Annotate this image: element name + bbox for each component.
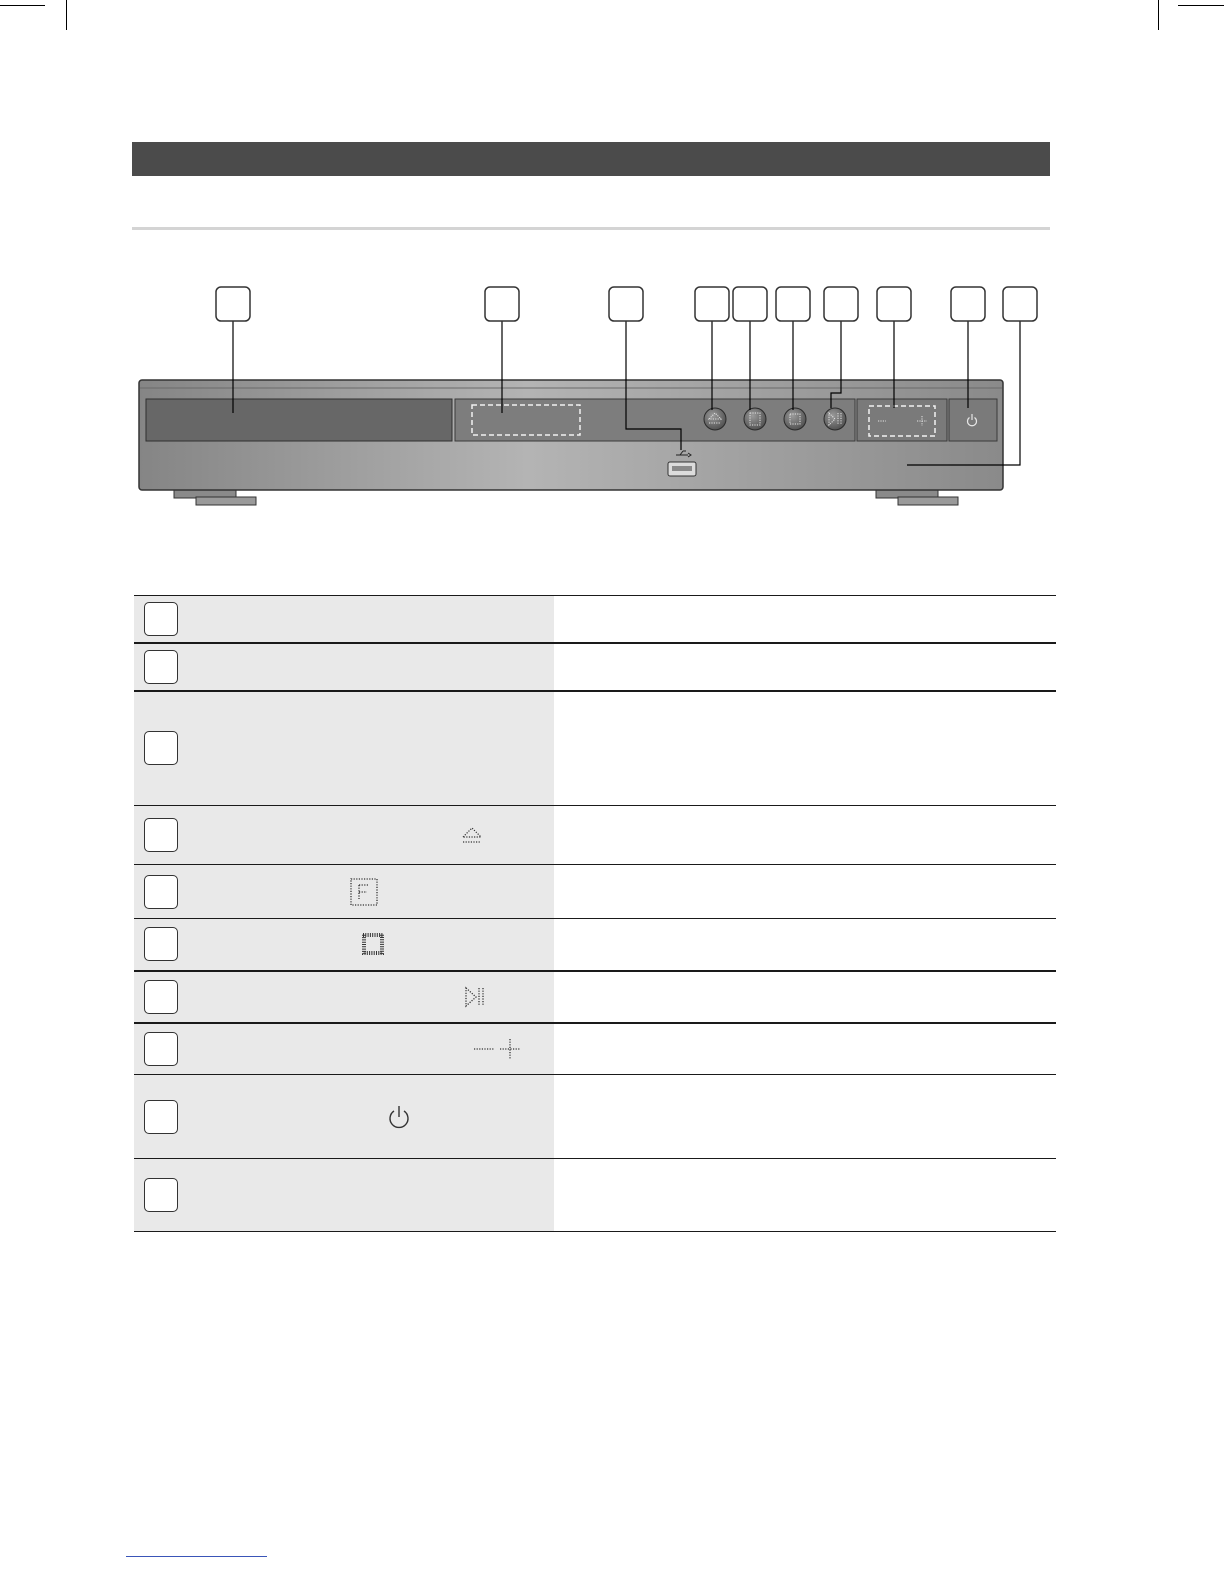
parts-table: [134, 595, 1056, 1232]
row-number-badge: [144, 650, 178, 684]
part-name-cell: [134, 1075, 554, 1159]
row-number-badge: [144, 1178, 178, 1212]
table-row: [134, 1075, 1056, 1159]
part-name-cell: [134, 1023, 554, 1075]
table-row: [134, 691, 1056, 806]
eject-icon: [461, 825, 483, 845]
crop-mark-right-vertical: [1158, 0, 1159, 30]
subsection-divider: [132, 227, 1050, 230]
part-description-cell: [554, 806, 1056, 865]
stop-icon: [362, 933, 384, 955]
part-description-cell: [554, 919, 1056, 971]
callout-badge: [1003, 287, 1037, 321]
row-number-badge: [144, 1100, 178, 1134]
function-button[interactable]: [744, 408, 766, 430]
callout-badge: [695, 287, 729, 321]
row-number-badge: [144, 731, 178, 765]
stop-button[interactable]: [784, 408, 806, 430]
part-name-cell: [134, 596, 554, 643]
part-name-cell: [134, 691, 554, 806]
play-pause-button[interactable]: [824, 408, 846, 430]
callout-badges: [216, 287, 1037, 321]
power-panel: [949, 399, 997, 441]
usb-port[interactable]: [668, 462, 696, 476]
callout-badge: [609, 287, 643, 321]
function-icon: [349, 877, 379, 907]
part-name-cell: [134, 1159, 554, 1232]
volume-icon: [472, 1038, 524, 1060]
table-row: [134, 1159, 1056, 1232]
part-description-cell: [554, 971, 1056, 1023]
section-title: [132, 149, 142, 169]
disc-tray[interactable]: [146, 399, 452, 441]
callout-badge: [824, 287, 858, 321]
callout-badge: [776, 287, 810, 321]
part-name-cell: [134, 806, 554, 865]
row-number-badge: [144, 1032, 178, 1066]
row-number-badge: [144, 818, 178, 852]
callout-badge: [877, 287, 911, 321]
part-description-cell: [554, 596, 1056, 643]
table-row: [134, 865, 1056, 919]
part-description-cell: [554, 1075, 1056, 1159]
table-row: [134, 643, 1056, 691]
play-pause-icon: [464, 986, 486, 1008]
crop-mark-right: [1178, 5, 1224, 6]
row-number-badge: [144, 602, 178, 636]
table-row: [134, 596, 1056, 643]
part-description-cell: [554, 865, 1056, 919]
part-name-cell: [134, 971, 554, 1023]
crop-mark-left-vertical: [66, 0, 67, 30]
table-row: [134, 806, 1056, 865]
table-row: [134, 919, 1056, 971]
table-row: [134, 1023, 1056, 1075]
power-icon: [386, 1104, 412, 1130]
part-name-cell: [134, 865, 554, 919]
part-description-cell: [554, 1159, 1056, 1232]
row-number-badge: [144, 875, 178, 909]
footer-link-underline[interactable]: [126, 1556, 267, 1557]
eject-button[interactable]: [704, 408, 726, 430]
callout-badge: [951, 287, 985, 321]
row-number-badge: [144, 980, 178, 1014]
row-number-badge: [144, 927, 178, 961]
callout-badge: [733, 287, 767, 321]
section-title-bar: [132, 142, 1050, 176]
table-row: [134, 971, 1056, 1023]
part-name-cell: [134, 643, 554, 691]
front-panel-diagram: [0, 270, 1224, 520]
part-description-cell: [554, 1023, 1056, 1075]
callout-badge: [485, 287, 519, 321]
callout-badge: [216, 287, 250, 321]
crop-mark-left: [0, 5, 45, 6]
part-name-cell: [134, 919, 554, 971]
part-description-cell: [554, 691, 1056, 806]
part-description-cell: [554, 643, 1056, 691]
